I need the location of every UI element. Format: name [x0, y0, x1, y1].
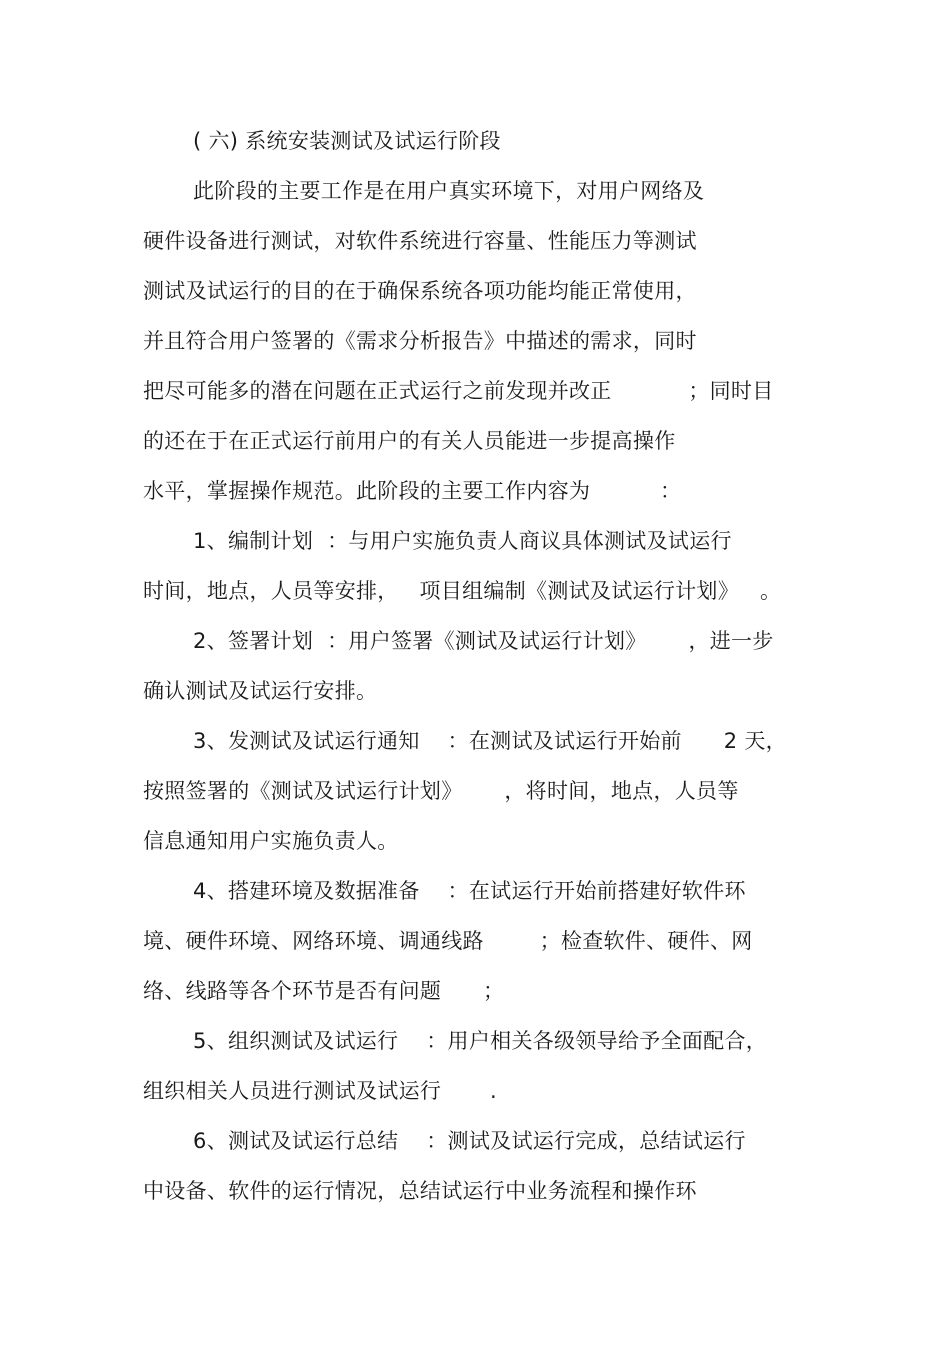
list-item-line: 信息通知用户实施负责人。 [143, 829, 399, 853]
list-item-line: 组织相关人员进行测试及试运行 . [143, 1079, 498, 1103]
paragraph-line: 测试及试运行的目的在于确保系统各项功能均能正常使用， [143, 279, 697, 303]
paragraph-line: 把尽可能多的潜在问题在正式运行之前发现并改正 ；同时目 [143, 379, 774, 403]
list-item-line: 确认测试及试运行安排。 [143, 679, 378, 703]
list-item-line: 3、发测试及试运行通知 ：在测试及试运行开始前 2 天， [193, 729, 787, 753]
paragraph-line: 并且符合用户签署的《需求分析报告》中描述的需求，同时 [143, 329, 697, 353]
paragraph-line: 硬件设备进行测试，对软件系统进行容量、性能压力等测试 [143, 229, 697, 253]
list-item-line: 络、线路等各个环节是否有问题 ； [143, 979, 505, 1003]
list-item-line: 中设备、软件的运行情况，总结试运行中业务流程和操作环 [143, 1179, 697, 1203]
list-item-line: 4、搭建环境及数据准备 ：在试运行开始前搭建好软件环 [193, 879, 746, 903]
paragraph-line: 水平，掌握操作规范。此阶段的主要工作内容为 ： [143, 479, 682, 503]
list-item-line: 2、签署计划 ：用户签署《测试及试运行计划》 ，进一步 [193, 629, 774, 653]
list-item-line: 5、组织测试及试运行 ：用户相关各级领导给予全面配合， [193, 1029, 768, 1053]
list-item-line: 6、测试及试运行总结 ：测试及试运行完成，总结试运行 [193, 1129, 746, 1153]
paragraph-line: 此阶段的主要工作是在用户真实环境下，对用户网络及 [193, 179, 705, 203]
paragraph-line: 的还在于在正式运行前用户的有关人员能进一步提高操作 [143, 429, 676, 453]
list-item-line: 境、硬件环境、网络环境、调通线路 ；检查软件、硬件、网 [143, 929, 753, 953]
section-heading: ( 六) 系统安装测试及试运行阶段 [193, 129, 501, 153]
list-item-line: 按照签署的《测试及试运行计划》 ，将时间，地点，人员等 [143, 779, 739, 803]
list-item-line: 时间，地点，人员等安排， 项目组编制《测试及试运行计划》 。 [143, 579, 782, 603]
list-item-line: 1、编制计划 ：与用户实施负责人商议具体测试及试运行 [193, 529, 732, 553]
